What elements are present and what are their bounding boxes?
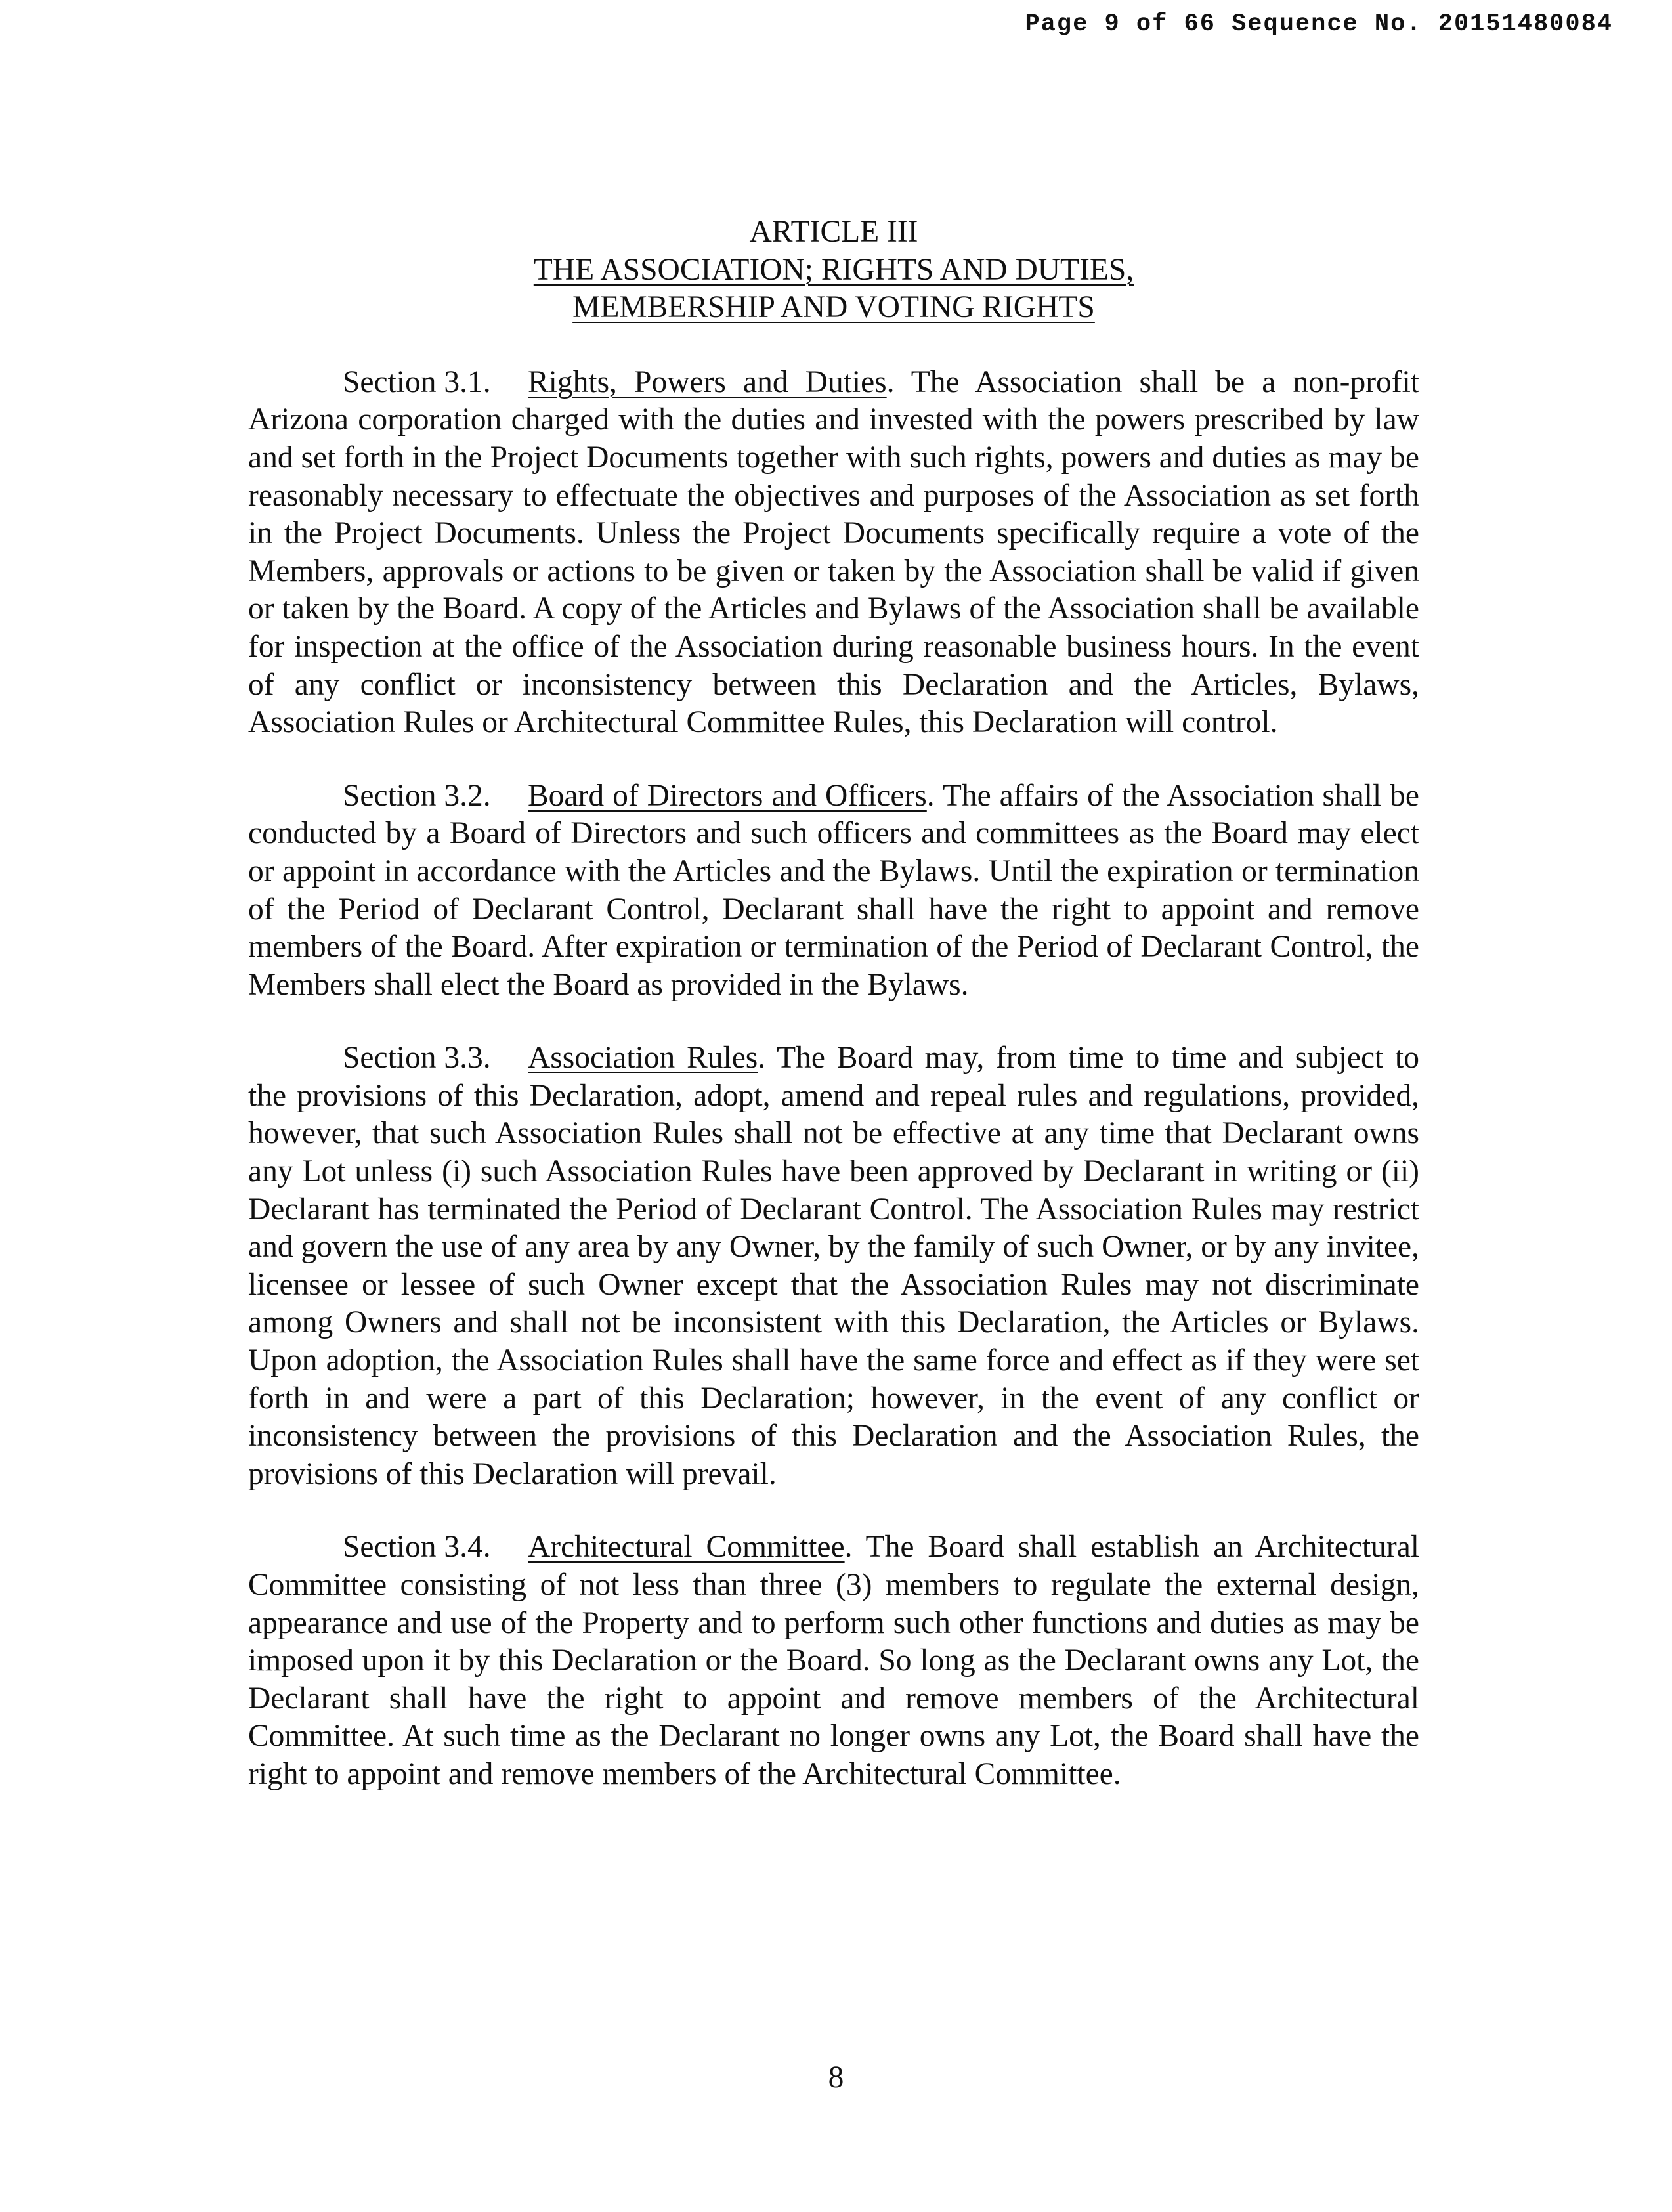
page-number: 8 (828, 2060, 844, 2094)
section-number: Section 3.2. (343, 778, 491, 813)
section-body: The affairs of the Association shall be conducted by a Board of Directors and such officers and committees as the Board may elect or appoint in accordance with the Articles and the Bylaws. Until the expiration or termination of the Period of Declarant Control, Declarant shall have the right to appoint and remove members of the Board. After expiration or termination of the Period of Declarant Control, the Members shall elect the Board as provided in the Bylaws. (248, 778, 1419, 1002)
section-heading: Board of Directors and Officers (528, 778, 927, 813)
article-title-line-1-text: THE ASSOCIATION; RIGHTS AND DUTIES, (533, 252, 1134, 287)
page-sequence-header: Page 9 of 66 Sequence No. 20151480084 (1025, 11, 1613, 38)
section-heading: Rights, Powers and Duties (528, 364, 887, 399)
section-number: Section 3.4. (343, 1530, 491, 1565)
section-3-1: Section 3.1. Rights, Powers and Duties. The Association shall be a non-profit Arizona corporation charged with the duties and invested with the powers prescribed by law and set forth in the Project Documents together with such rights, powers and duties as may be reasonably necessary to effectuate the objectives and purposes of the Association as set forth in the Project Documents. Unless the Project Documents specifically require a vote of the Members, approvals or actions to be given or taken by the Association shall be valid if given or taken by the Board. A copy of the Articles and Bylaws of the Association shall be available for inspection at the office of the Association during reasonable business hours. In the event of any conflict or inconsistency between this Declaration and the Articles, Bylaws, Association Rules or Architectural Committee Rules, this Declaration will control. (248, 364, 1419, 740)
section-heading: Association Rules (528, 1041, 758, 1075)
section-3-2: Section 3.2. Board of Directors and Officers. The affairs of the Association shall be conducted by a Board of Directors and such officers and committees as the Board may elect or appoint in accordance with the Articles and the Bylaws. Until the expiration or termination of the Period of Declarant Control, Declarant shall have the right to appoint and remove members of the Board. After expiration or termination of the Period of Declarant Control, the Members shall elect the Board as provided in the Bylaws. (248, 778, 1419, 1002)
article-title-line-1 (248, 251, 1419, 290)
article-number: ARTICLE III (749, 215, 918, 249)
article-title-line-2-text: MEMBERSHIP AND VOTING RIGHTS (572, 290, 1095, 325)
document-body (248, 213, 1419, 1794)
section-body: The Association shall be a non-profit Arizona corporation charged with the duties and invested with the powers prescribed by law and set forth in the Project Documents together with such rights, powers and duties as may be reasonably necessary to effectuate the objectives and purposes of the Association as set forth in the Project Documents. Unless the Project Documents specifically require a vote of the Members, approvals or actions to be given or taken by the Association shall be valid if given or taken by the Board. A copy of the Articles and Bylaws of the Association shall be available for inspection at the office of the Association during reasonable business hours. In the event of any conflict or inconsistency between this Declaration and the Articles, Bylaws, Association Rules or Architectural Committee Rules, this Declaration will control. (248, 364, 1419, 740)
section-3-3: Section 3.3. Association Rules. The Board may, from time to time and subject to the provisions of this Declaration, adopt, amend and repeal rules and regulations, provided, however, that such Association Rules shall not be effective at any time that Declarant owns any Lot unless (i) such Association Rules have been approved by Declarant in writing or (ii) Declarant has terminated the Period of Declarant Control. The Association Rules may restrict and govern the use of any area by any Owner, by the family of such Owner, or by any invitee, licensee or lessee of such Owner except that the Association Rules may not discriminate among Owners and shall not be inconsistent with this Declaration, the Articles or Bylaws. Upon adoption, the Association Rules shall have the same force and effect as if they were set forth in and were a part of this Declaration; however, in the event of any conflict or inconsistency between the provisions of this Declaration and the Association Rules, the provisions of this Declaration will prevail. (248, 1041, 1419, 1491)
article-title-line-2 (248, 289, 1419, 327)
section-heading: Architectural Committee (528, 1530, 845, 1565)
section-number: Section 3.1. (343, 364, 491, 399)
section-3-4: Section 3.4. Architectural Committee. The Board shall establish an Architectural Committee consisting of not less than three (3) members to regulate the external design, appearance and use of the Property and to perform such other functions and duties as may be imposed upon it by this Declaration or the Board. So long as the Declarant owns any Lot, the Declarant shall have the right to appoint and remove members of the Architectural Committee. At such time as the Declarant no longer owns any Lot, the Board shall have the right to appoint and remove members of the Architectural Committee. (248, 1530, 1420, 1791)
article-title (248, 213, 1419, 327)
section-body: The Board shall establish an Architectural Committee consisting of not less than three (3) members to regulate the external design, appearance and use of the Property and to perform such other functions and duties as may be imposed upon it by this Declaration or the Board. So long as the Declarant owns any Lot, the Declarant shall have the right to appoint and remove members of the Architectural Committee. At such time as the Declarant no longer owns any Lot, the Board shall have the right to appoint and remove members of the Architectural Committee. (248, 1530, 1420, 1791)
section-body: The Board may, from time to time and subject to the provisions of this Declaration, adopt, amend and repeal rules and regulations, provided, however, that such Association Rules shall not be effective at any time that Declarant owns any Lot unless (i) such Association Rules have been approved by Declarant in writing or (ii) Declarant has terminated the Period of Declarant Control. The Association Rules may restrict and govern the use of any area by any Owner, by the family of such Owner, or by any invitee, licensee or lessee of such Owner except that the Association Rules may not discriminate among Owners and shall not be inconsistent with this Declaration, the Articles or Bylaws. Upon adoption, the Association Rules shall have the same force and effect as if they were set forth in and were a part of this Declaration; however, in the event of any conflict or inconsistency between the provisions of this Declaration and the Association Rules, the provisions of this Declaration will prevail. (248, 1041, 1419, 1491)
section-number: Section 3.3. (343, 1041, 491, 1075)
